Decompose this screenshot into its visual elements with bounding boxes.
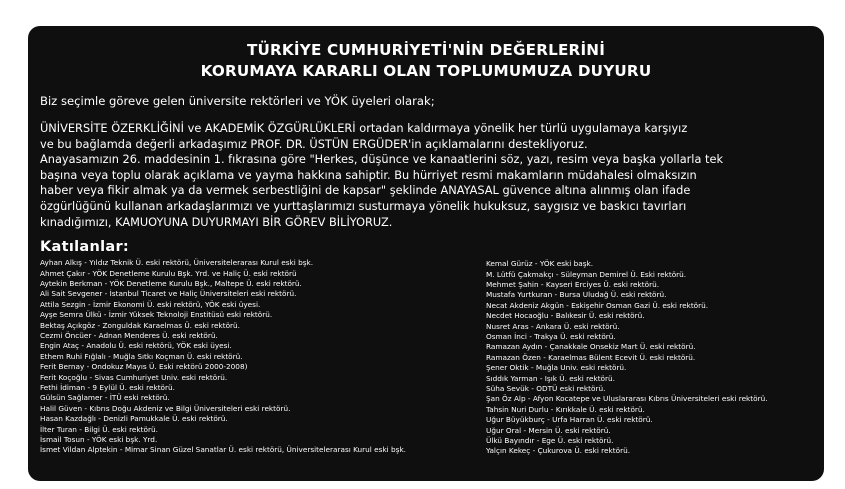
- participant-entry: Cezmi Öncüer - Adnan Menderes Ü. eski rektörü.: [40, 331, 218, 340]
- participant-entry: Uğur Oral - Mersin Ü. eski rektörü.: [486, 425, 611, 435]
- participant-entry: Ayhan Alkış - Yıldız Teknik Ü. eski rektörü, Üniversitelerarası Kurul eski bşk.: [40, 258, 314, 268]
- participant-entry: Bektaş Açıkgöz - Zonguldak Karaelmas Ü. eski rektörü.: [40, 320, 241, 330]
- participant-entry: Yalçın Kekeç - Çukurova Ü. eski rektörü.: [486, 446, 631, 456]
- participants-list: [40, 258, 812, 468]
- participant-entry: İlter Turan - Bilgi Ü. eski rektörü.: [40, 424, 158, 434]
- statement-line: kınadığımızı, KAMUOYUNA DUYURMAYI BİR GÖREV BİLİYORUZ.: [40, 214, 393, 229]
- participant-entry: Kemal Gürüz - YÖK eski başk.: [486, 259, 594, 269]
- participants-heading: Katılanlar:: [40, 239, 130, 256]
- statement-line: ve bu bağlamda değerli arkadaşımız PROF. DR. ÜSTÜN ERGÜDER'in açıklamalarını destekliyoruz.: [40, 136, 588, 151]
- participants-column-right: [486, 259, 768, 457]
- participant-entry: Uğur Büyükburç - Urfa Harran Ü. eski rektörü.: [486, 415, 653, 425]
- participant-entry: Hasan Kazdağlı - Denizli Pamukkale Ü. eski rektörü.: [40, 414, 228, 424]
- participant-entry: Gülsün Sağlamer - İTÜ eski rektörü.: [40, 393, 170, 403]
- announcement-card: [28, 26, 824, 481]
- participant-entry: Ramazan Özen - Karaelmas Bülent Ecevit Ü. eski rektörü.: [486, 352, 696, 362]
- participant-entry: Ali Sait Sevgener - İstanbul Ticaret ve Haliç Üniversiteleri eski rektörü.: [40, 289, 297, 299]
- announcement-title: [40, 40, 812, 82]
- participant-entry: Şener Oktik - Muğla Univ. eski rektörü.: [486, 363, 627, 373]
- participant-entry: Fethi İdiman - 9 Eylül Ü. eski rektörü.: [40, 383, 175, 393]
- participant-entry: Şan Öz Alp - Afyon Kocatepe ve Uluslararası Kıbrıs Üniversiteleri eski rektörü.: [486, 394, 768, 404]
- participant-entry: Attila Sezgin - İzmir Ekonomi Ü. eski rektörü, YÖK eski üyesi.: [40, 299, 261, 309]
- participant-entry: Sıddık Yarman - Işık Ü. eski rektörü.: [486, 373, 615, 383]
- intro-text: Biz seçimle göreve gelen üniversite rektörleri ve YÖK üyeleri olarak;: [40, 94, 435, 108]
- participant-entry: Nusret Aras - Ankara Ü. eski rektörü.: [486, 321, 620, 331]
- participant-entry: İsmail Tosun - YÖK eski bşk. Yrd.: [40, 435, 158, 445]
- participant-entry: Süha Sevük - ODTÜ eski rektörü.: [486, 384, 606, 394]
- participant-entry: Ferit Bernay - Ondokuz Mayıs Ü. Eski rektörü 2000-2008): [40, 362, 248, 372]
- participant-entry: Mehmet Şahin - Kayseri Erciyes Ü. eski rektörü.: [486, 279, 660, 289]
- participant-entry: Halil Güven - Kıbrıs Doğu Akdeniz ve Bilgi Üniversiteleri eski rektörü.: [40, 403, 291, 413]
- participant-entry: Tahsin Nuri Durlu - Kırıkkale Ü. eski rektörü.: [486, 404, 645, 414]
- statement-line: Anayasamızın 26. maddesinin 1. fıkrasına göre "Herkes, düşünce ve kanaatlerini söz, yazı, resim veya başka yollarla tek: [40, 152, 724, 167]
- participant-entry: Engin Ataç - Anadolu Ü. eski rektörü, YÖK eski üyesi.: [40, 341, 232, 351]
- participant-entry: Ramazan Aydın - Çanakkale Onsekiz Mart Ü. eski rektörü.: [486, 342, 696, 352]
- title-line-2: KORUMAYA KARARLI OLAN TOPLUMUMUZA DUYURU: [200, 62, 652, 80]
- statement-line: ÜNİVERSİTE ÖZERKLİĞİNİ ve AKADEMİK ÖZGÜRLÜKLERİ ortadan kaldırmaya yönelik her türlü uygulamaya karşıyız: [40, 121, 688, 135]
- participant-entry: Aytekin Berkman - YÖK Denetleme Kurulu Bşk., Maltepe Ü. eski rektörü.: [40, 278, 302, 288]
- participant-entry: M. Lütfü Çakmakçı - Süleyman Demirel Ü. Eski rektörü.: [486, 269, 687, 279]
- participant-entry: Mustafa Yurtkuran - Bursa Uludağ Ü. eski rektörü.: [486, 290, 667, 300]
- statement-body: [40, 121, 812, 230]
- statement-line: başına veya toplu olarak açıklama ve yayma hakkına sahiptir. Bu hürriyet resmi makamların müdahalesi olmaksızın: [40, 167, 697, 182]
- participant-entry: Ferit Koçoğlu - Sivas Cumhuriyet Univ. eski rektörü.: [40, 372, 228, 382]
- title-line-1: TÜRKİYE CUMHURİYETİ'NİN DEĞERLERİNİ: [246, 41, 606, 59]
- participants-column-left: [40, 258, 406, 456]
- participant-entry: Necat Akdeniz Akgün - Eskişehir Osman Gazi Ü. eski rektörü.: [486, 300, 709, 310]
- participant-entry: Ülkü Bayındır - Ege Ü. eski rektörü.: [486, 436, 614, 446]
- participant-entry: Ayşe Semra Ülkü - İzmir Yüksek Teknoloji Enstitüsü eski rektörü.: [40, 310, 273, 320]
- statement-line: özgürlüğünü kullanan arkadaşlarımızı ve yurttaşlarımızı susturmaya yönelik hukuksuz, saygısız ve baskıcı tavırları: [40, 198, 687, 213]
- participant-entry: Ahmet Çakır - YÖK Denetleme Kurulu Bşk. Yrd. ve Haliç Ü. eski rektörü: [40, 268, 297, 278]
- participant-entry: Osman İnci - Trakya Ü. eski rektörü.: [486, 332, 616, 341]
- participant-entry: İsmet Vildan Alptekin - Mimar Sinan Güzel Sanatlar Ü. eski rektörü, Üniversitelerarası Kurul eski bşk.: [40, 445, 406, 455]
- participant-entry: Ethem Ruhi Fığlalı - Muğla Sıtkı Koçman Ü. eski rektörü.: [40, 351, 243, 361]
- statement-line: haber veya fikir almak ya da vermek serbestliğini de kapsar" şeklinde ANAYASAL güvence altına alınmış olan ifade: [40, 183, 691, 198]
- participant-entry: Necdet Hocaoğlu - Balıkesir Ü. eski rektörü.: [486, 311, 645, 321]
